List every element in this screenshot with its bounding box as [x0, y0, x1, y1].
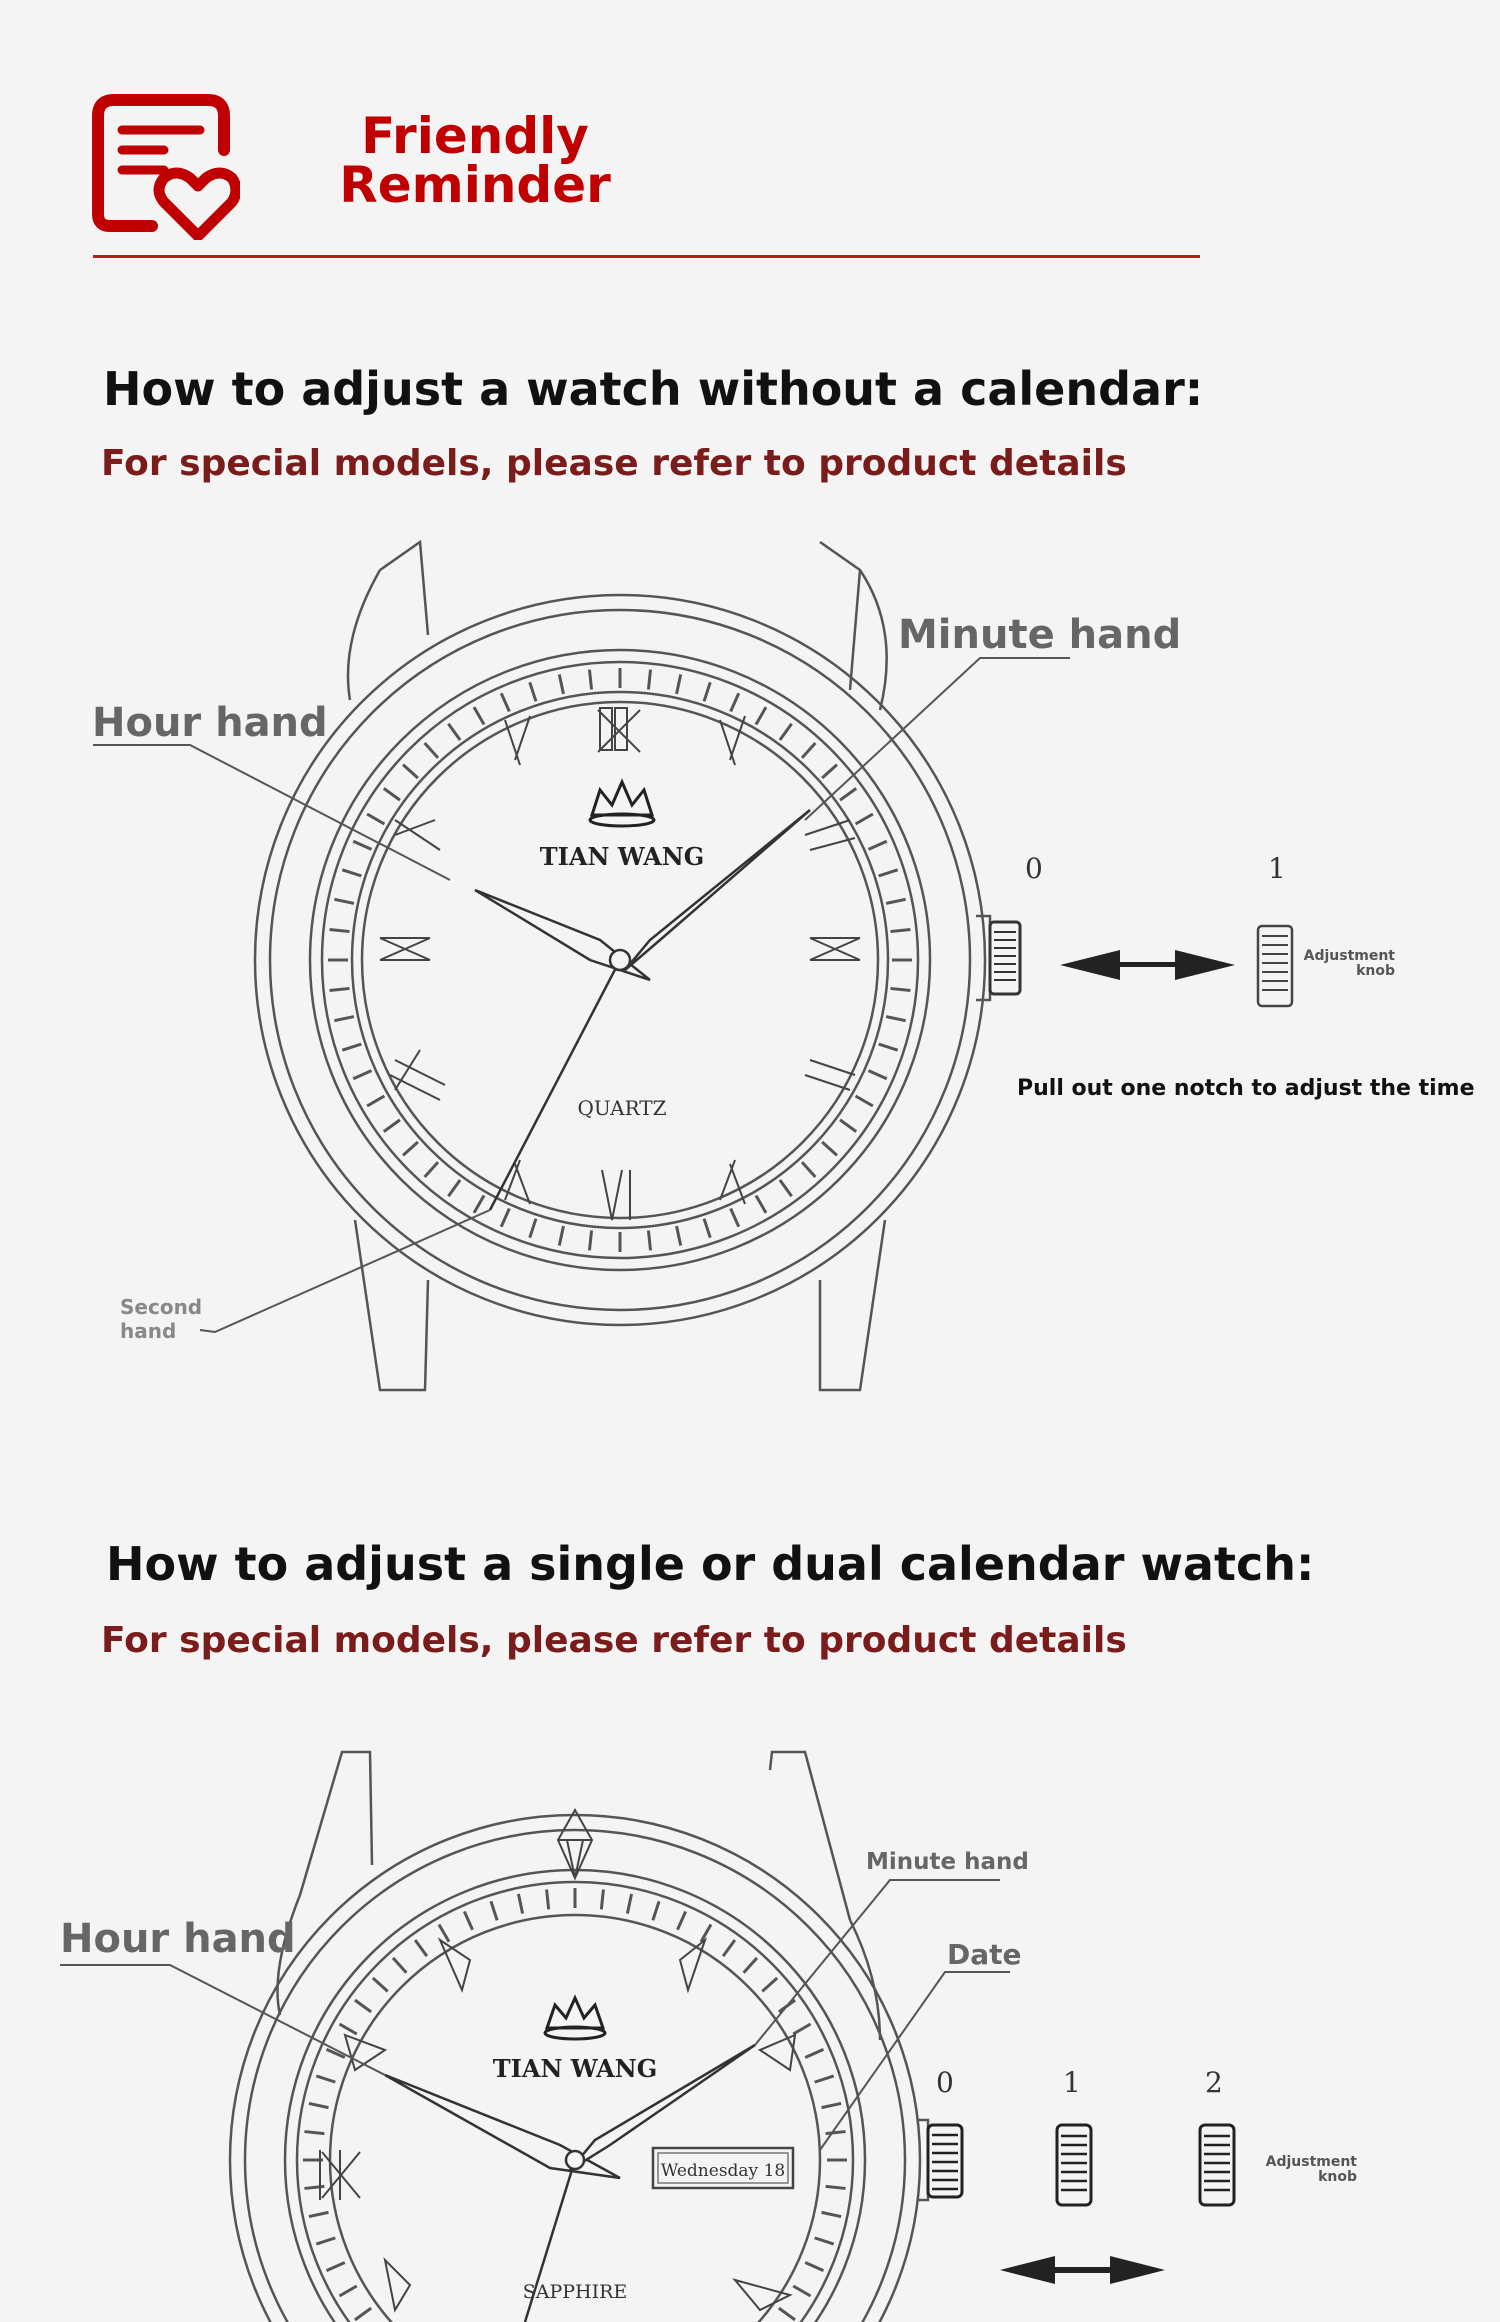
minute-tick [821, 2103, 841, 2107]
minute-tick [856, 814, 873, 824]
crown-position-2-icon [1200, 2125, 1234, 2205]
crown-position-0-icon [990, 922, 1020, 994]
adjustment-knob-label: Adjustment knob [1303, 948, 1395, 979]
dial-crystal: SAPPHIRE [522, 2281, 628, 2303]
double-arrow-icon [1060, 950, 1235, 980]
minute-tick [704, 682, 710, 701]
section1-heading: How to adjust a watch without a calendar: [103, 362, 1204, 416]
minute-tick [891, 929, 911, 931]
double-arrow-icon [1000, 2256, 1165, 2284]
minute-tick [518, 1894, 522, 1914]
minute-tick [355, 2000, 371, 2012]
watch-diagram-calendar [0, 1740, 1500, 2322]
minute-tick [868, 841, 886, 849]
dial-brand: TIAN WANG [492, 2054, 658, 2083]
minute-tick [821, 2212, 841, 2216]
minute-tick [653, 1901, 659, 1920]
second-hand-label: Second hand [120, 1295, 203, 1343]
minute-tick [840, 1120, 856, 1132]
minute-tick [589, 670, 591, 690]
minute-hand-label: Minute hand [866, 1849, 1029, 1875]
minute-tick [474, 1196, 484, 1213]
minute-tick [373, 1978, 388, 1991]
minute-tick [304, 2186, 324, 2188]
minute-tick [756, 1196, 766, 1213]
minute-tick [334, 899, 354, 903]
minute-tick [891, 988, 911, 990]
crown-position-1-label: 1 [1268, 852, 1286, 885]
minute-tick [403, 1142, 418, 1155]
minute-tick [501, 1208, 509, 1226]
minute-tick [309, 2212, 329, 2216]
minute-tick [802, 743, 815, 758]
minute-tick [342, 1044, 361, 1050]
minute-tick [793, 2024, 810, 2034]
document-heart-icon [90, 90, 240, 240]
minute-tick [342, 870, 361, 876]
minute-tick [304, 2132, 324, 2134]
minute-tick [384, 1120, 400, 1132]
minute-tick [559, 674, 563, 694]
minute-tick [677, 1226, 681, 1246]
minute-tick [367, 1096, 384, 1106]
minute-tick [879, 1044, 898, 1050]
minute-tick [840, 788, 856, 800]
minute-tick [464, 1912, 472, 1930]
crown-position-1-label: 1 [1063, 2066, 1081, 2099]
date-label: Date [947, 1938, 1022, 1971]
date-window-text: Wednesday 18 [660, 2161, 786, 2181]
minute-tick [677, 674, 681, 694]
minute-tick [648, 1231, 650, 1251]
minute-tick [744, 1958, 757, 1973]
minute-tick [309, 2103, 329, 2107]
minute-tick [815, 2238, 834, 2244]
crown-position-1-icon [1258, 926, 1292, 1006]
reminder-title [300, 107, 650, 214]
minute-tick [403, 765, 418, 778]
minute-tick [886, 899, 906, 903]
minute-tick [868, 1071, 886, 1079]
section2-subheading: For special models, please refer to product details [101, 1620, 1127, 1661]
minute-tick [330, 988, 350, 990]
minute-tick [425, 1162, 438, 1177]
minute-tick [723, 1940, 735, 1956]
minute-tick [530, 1219, 536, 1238]
minute-tick [815, 2076, 834, 2082]
minute-tick [474, 707, 484, 724]
minute-tick [677, 1912, 685, 1930]
hour-hand-label: Hour hand [92, 700, 328, 746]
minute-tick [334, 1017, 354, 1021]
minute-tick [339, 2024, 356, 2034]
minute-hand-label: Minute hand [898, 612, 1182, 658]
reminder-title-text: Friendly Reminder [339, 107, 611, 214]
minute-tick [886, 1017, 906, 1021]
minute-tick [780, 1180, 792, 1196]
crown-position-0-label: 0 [1025, 852, 1043, 885]
minute-tick [330, 929, 350, 931]
crown-position-2-label: 2 [1205, 2066, 1223, 2099]
minute-tick [793, 2286, 810, 2296]
minute-tick [367, 814, 384, 824]
minute-tick [327, 2262, 345, 2270]
dial-movement: QUARTZ [577, 1096, 667, 1120]
minute-tick [856, 1096, 873, 1106]
crown-position-0-icon [928, 2125, 962, 2197]
minute-tick [393, 1958, 406, 1973]
watch-diagram-no-calendar [0, 520, 1500, 1420]
minute-tick [762, 1978, 777, 1991]
adjustment-knob-label: Adjustment knob [1265, 2154, 1357, 2185]
section1-subheading: For special models, please refer to product details [101, 443, 1127, 484]
minute-tick [353, 1071, 371, 1079]
minute-tick [448, 1180, 460, 1196]
minute-tick [530, 682, 536, 701]
dial-brand: TIAN WANG [539, 842, 705, 871]
brand-crown-icon [545, 1998, 605, 2039]
minute-tick [601, 1889, 603, 1909]
minute-tick [547, 1889, 549, 1909]
minute-tick [316, 2238, 335, 2244]
minute-tick [805, 2049, 823, 2057]
minute-tick [756, 707, 766, 724]
minute-tick [731, 693, 739, 711]
minute-tick [822, 765, 837, 778]
minute-tick [805, 2262, 823, 2270]
minute-tick [501, 693, 509, 711]
minute-tick [559, 1226, 563, 1246]
header-divider [93, 255, 1200, 258]
minute-tick [779, 2308, 795, 2320]
minute-tick [353, 841, 371, 849]
minute-tick [415, 1940, 427, 1956]
minute-tick [316, 2076, 335, 2082]
minute-tick [648, 670, 650, 690]
minute-tick [780, 724, 792, 740]
hour-hand-label: Hour hand [60, 1916, 296, 1962]
crown-position-0-label: 0 [936, 2066, 954, 2099]
minute-tick [879, 870, 898, 876]
minute-tick [589, 1231, 591, 1251]
minute-tick [802, 1162, 815, 1177]
pull-out-instruction: Pull out one notch to adjust the time [1017, 1076, 1475, 1101]
brand-crown-icon [590, 782, 654, 826]
minute-tick [355, 2308, 371, 2320]
minute-tick [704, 1219, 710, 1238]
minute-tick [425, 743, 438, 758]
minute-tick [627, 1894, 631, 1914]
minute-tick [339, 2286, 356, 2296]
minute-tick [448, 724, 460, 740]
section2-heading: How to adjust a single or dual calendar watch: [106, 1537, 1315, 1591]
minute-tick [826, 2132, 846, 2134]
minute-tick [731, 1208, 739, 1226]
crown-position-1-icon [1057, 2125, 1091, 2205]
minute-tick [491, 1901, 497, 1920]
minute-tick [826, 2186, 846, 2188]
minute-tick [384, 788, 400, 800]
minute-tick [822, 1142, 837, 1155]
